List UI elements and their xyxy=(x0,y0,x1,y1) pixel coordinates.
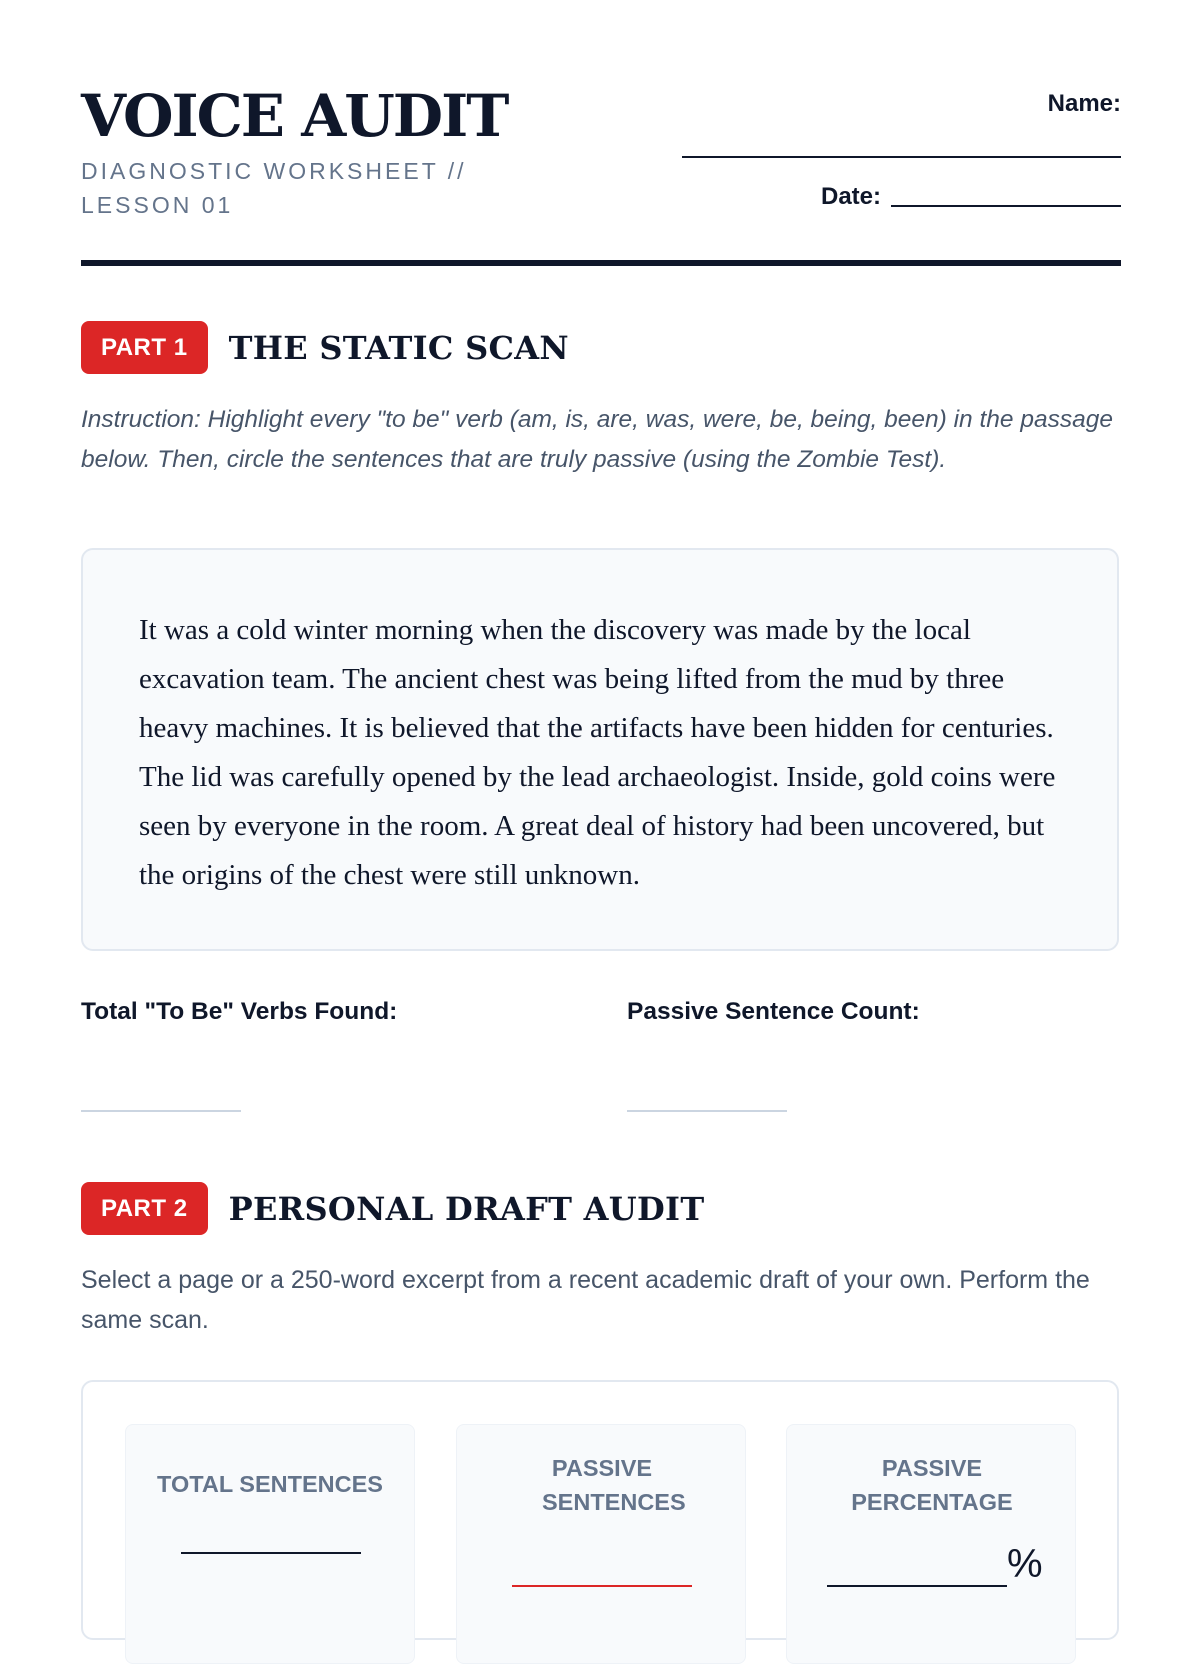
part1-heading xyxy=(81,321,569,374)
page-title: VOICE AUDIT xyxy=(81,82,508,150)
stat-card-passive-percentage xyxy=(786,1424,1076,1664)
date-row xyxy=(821,183,1121,211)
percent-symbol: % xyxy=(1007,1542,1043,1586)
page-subtitle: DIAGNOSTIC WORKSHEET // LESSON 01 xyxy=(81,158,467,218)
passive-percentage-blank[interactable] xyxy=(827,1585,1007,1587)
date-field-line[interactable] xyxy=(891,205,1121,207)
part1-title: THE STATIC SCAN xyxy=(228,328,569,367)
stat-label-passive-percentage: PASSIVE PERCENTAGE xyxy=(851,1455,1013,1515)
to-be-count-line[interactable] xyxy=(81,1110,241,1112)
part2-heading xyxy=(81,1182,704,1235)
passive-count-line[interactable] xyxy=(627,1110,787,1112)
worksheet-header xyxy=(81,0,1121,268)
passage-text[interactable]: It was a cold winter morning when the discovery was made by the local excavation team. The ancient chest was being lifted from the mud by three heavy machines. It is believed that the artifacts have been hidden for centuries. The lid was carefully opened by the lead archaeologist. Inside, gold coins were seen by everyone in the room. A great deal of history had been uncovered, but the origins of the chest were still unknown. xyxy=(139,614,1056,891)
part2-title: PERSONAL DRAFT AUDIT xyxy=(228,1189,705,1228)
part2-badge: PART 2 xyxy=(81,1182,208,1235)
part1-badge: PART 1 xyxy=(81,321,208,374)
passive-count-label: Passive Sentence Count: xyxy=(627,998,920,1025)
name-field-line[interactable] xyxy=(682,156,1121,158)
stat-card-passive-sentences xyxy=(456,1424,746,1664)
date-label: Date: xyxy=(820,183,881,210)
part2-instruction: Select a page or a 250-word excerpt from a recent academic draft of your own. Perform the same scan. xyxy=(81,1266,1090,1334)
stat-label-total-sentences: TOTAL SENTENCES xyxy=(157,1471,383,1497)
stats-panel xyxy=(81,1380,1119,1640)
to-be-count-label: Total "To Be" Verbs Found: xyxy=(81,998,398,1025)
passive-sentences-blank[interactable] xyxy=(512,1585,692,1587)
name-label: Name: xyxy=(1047,90,1121,117)
part1-instruction: Instruction: Highlight every "to be" verb (am, is, are, was, were, be, being, been) in the passage below. Then, circle the sentences that are truly passive (using the Zombie Test). xyxy=(81,406,1113,473)
stat-card-total-sentences xyxy=(125,1424,415,1664)
header-divider xyxy=(81,260,1121,266)
total-sentences-blank[interactable] xyxy=(181,1552,361,1554)
passage-box xyxy=(81,548,1119,951)
stat-label-passive-sentences: PASSIVE SENTENCES xyxy=(542,1455,686,1515)
